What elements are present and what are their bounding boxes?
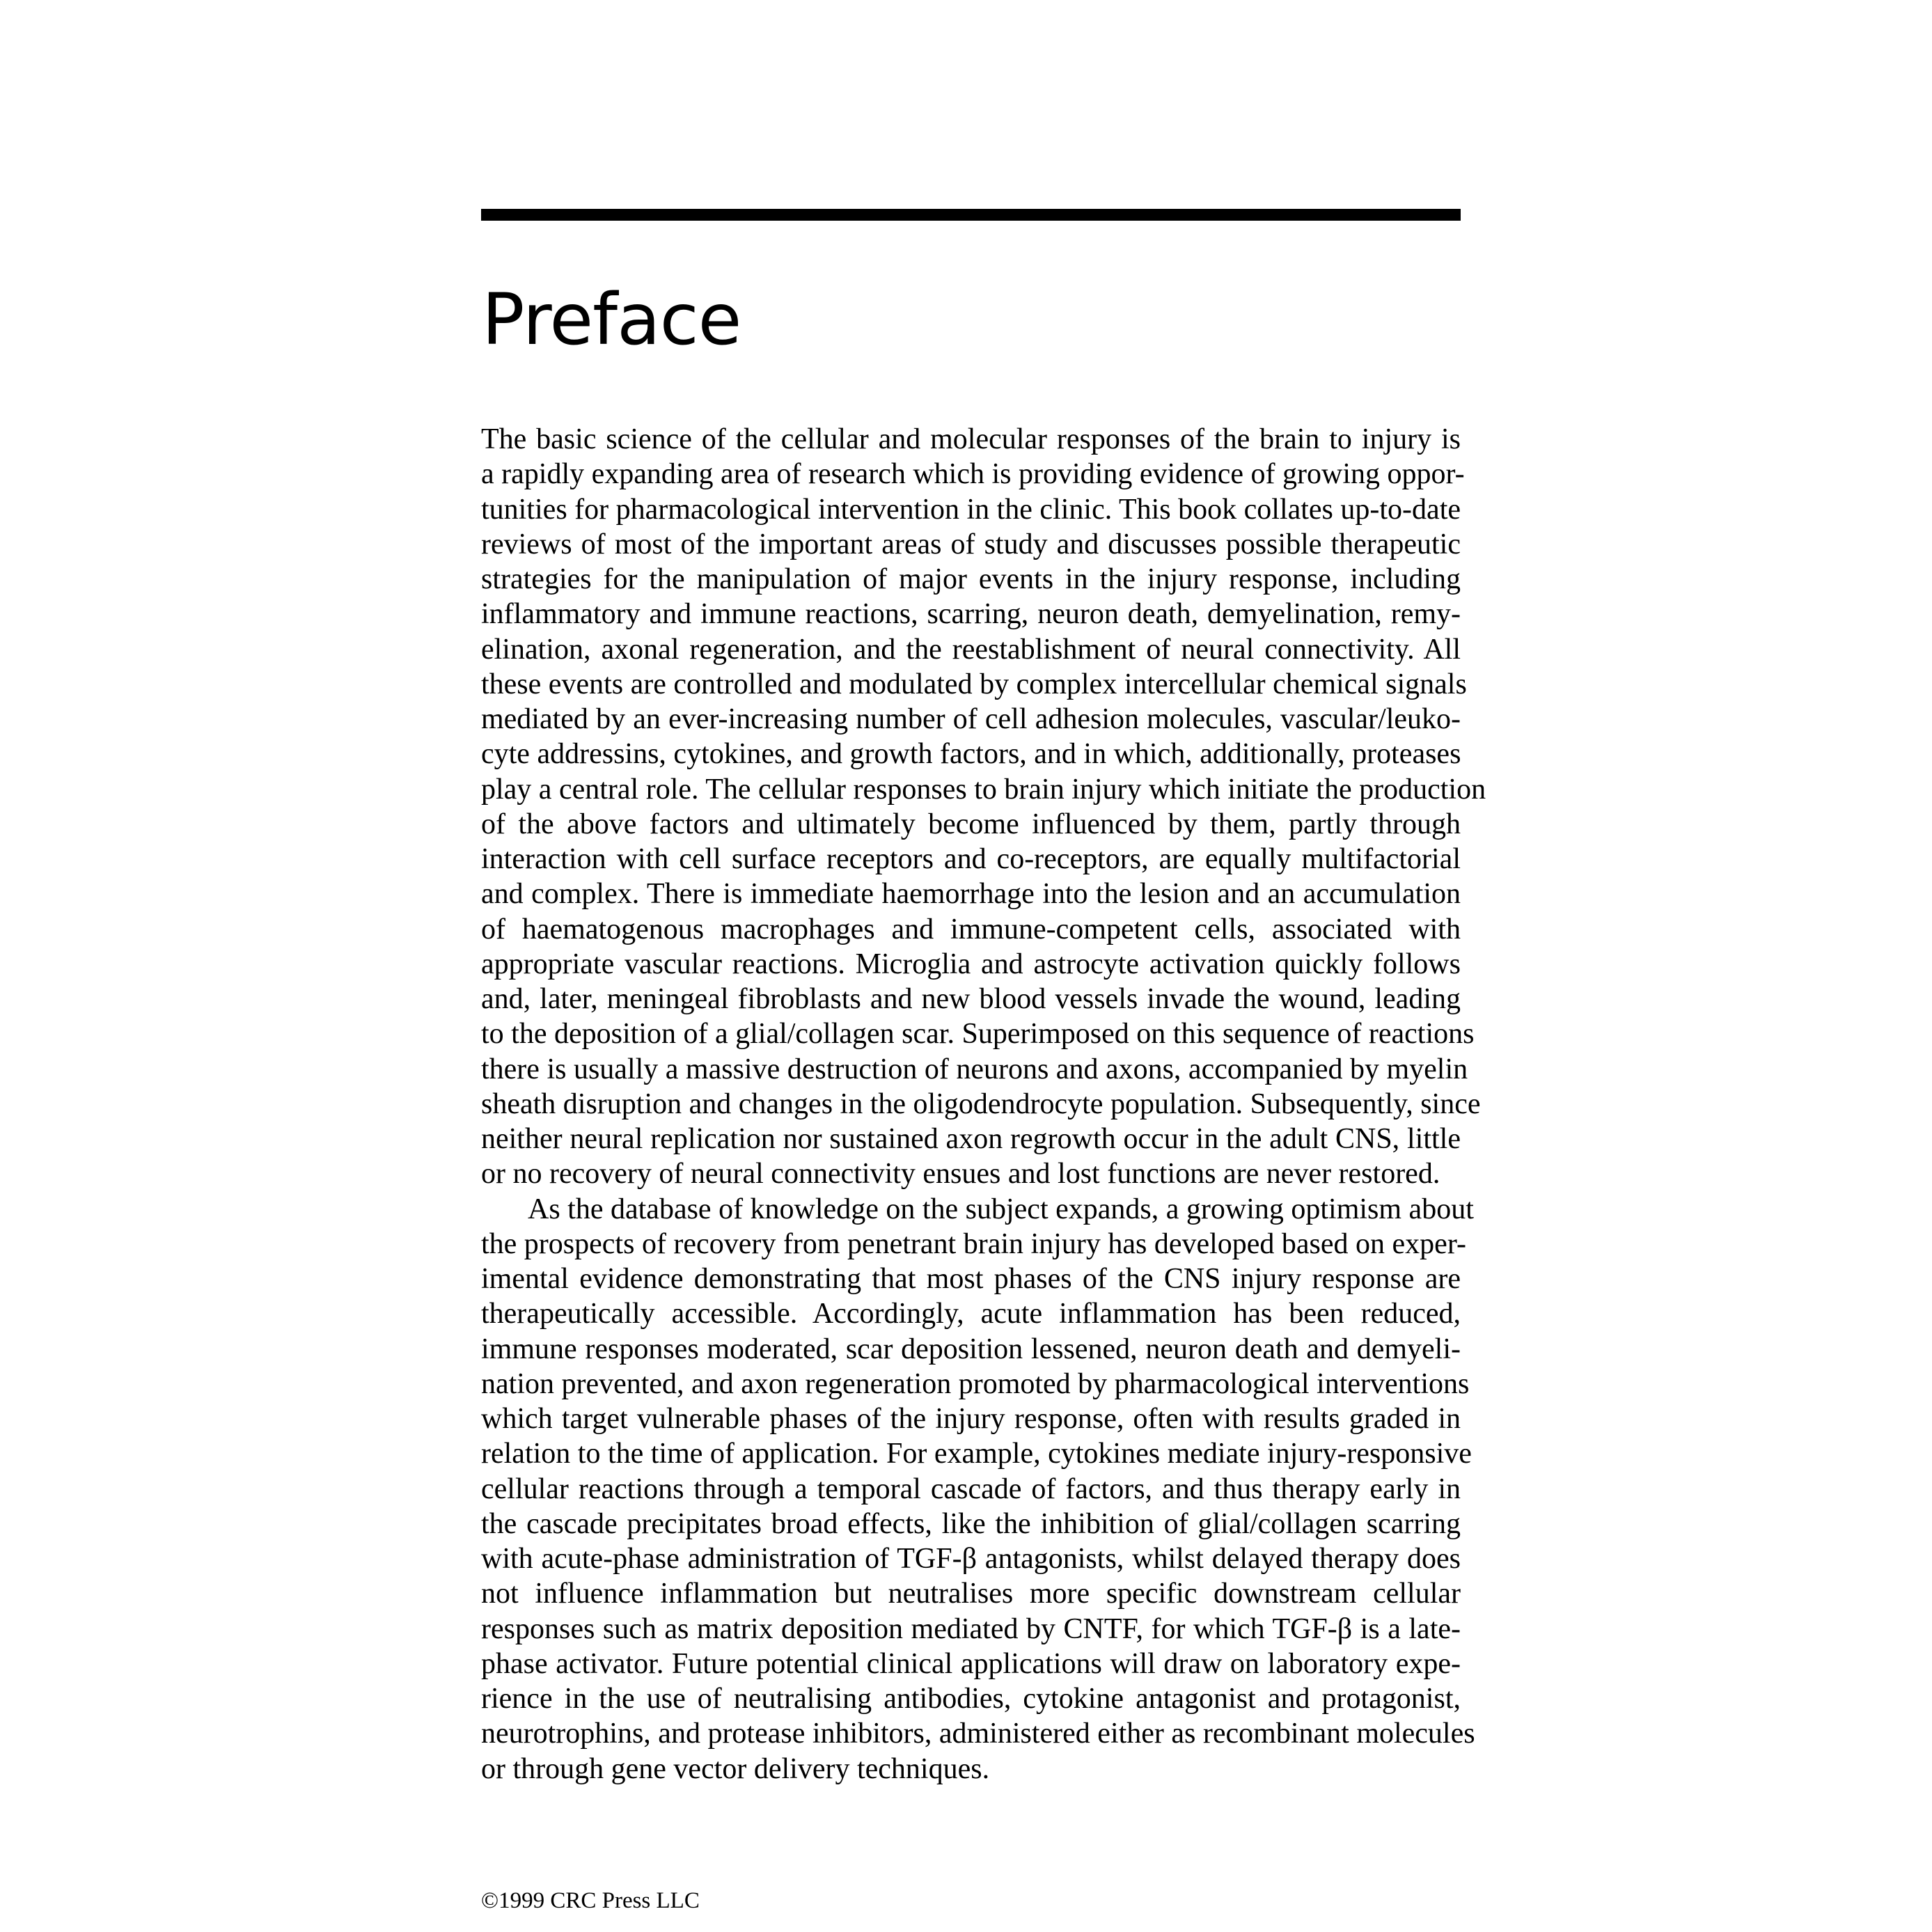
text-line: there is usually a massive destruction of neurons and axons, accompanied by myelin [481, 1053, 1468, 1085]
text-line: cellular reactions through a temporal cascade of factors, and thus therapy early in [481, 1472, 1461, 1505]
text-line: and, later, meningeal fibroblasts and new blood vessels invade the wound, leading [481, 983, 1461, 1015]
text-line: responses such as matrix deposition mediated by CNTF, for which TGF-β is a late- [481, 1612, 1461, 1645]
text-line: or no recovery of neural connectivity ensues and lost functions are never restored. [481, 1158, 1440, 1191]
text-line: to the deposition of a glial/collagen scar. Superimposed on this sequence of reactions [481, 1018, 1475, 1051]
text-line: imental evidence demonstrating that most phases of the CNS injury response are [481, 1263, 1461, 1295]
paragraph-1 [481, 422, 1486, 1192]
text-line: appropriate vascular reactions. Microglia and astrocyte activation quickly follows [481, 948, 1461, 980]
text-line: sheath disruption and changes in the oligodendrocyte population. Subsequently, since [481, 1087, 1481, 1120]
preface-body [481, 422, 1486, 1786]
text-line: these events are controlled and modulated by complex intercellular chemical signals [481, 668, 1467, 700]
text-line: phase activator. Future potential clinical applications will draw on laboratory expe- [481, 1647, 1461, 1680]
text-line: of the above factors and ultimately become influenced by them, partly through [481, 808, 1461, 840]
chapter-title: Preface [482, 278, 741, 361]
text-line: with acute-phase administration of TGF-β antagonists, whilst delayed therapy does [481, 1543, 1461, 1575]
text-line: strategies for the manipulation of major events in the injury response, including [481, 563, 1461, 595]
text-line: immune responses moderated, scar deposition lessened, neuron death and demyeli- [481, 1333, 1461, 1365]
chapter-top-rule [481, 209, 1461, 221]
text-line: neither neural replication nor sustained axon regrowth occur in the adult CNS, little [481, 1123, 1461, 1155]
text-line: neurotrophins, and protease inhibitors, administered either as recombinant molecules [481, 1718, 1475, 1750]
text-line: nation prevented, and axon regeneration promoted by pharmacological interventions [481, 1367, 1470, 1400]
copyright-footer: ©1999 CRC Press LLC [481, 1888, 700, 1913]
text-line: elination, axonal regeneration, and the reestablishment of neural connectivity. All [481, 633, 1461, 666]
text-line: the prospects of recovery from penetrant brain injury has developed based on exper- [481, 1227, 1466, 1260]
text-line: a rapidly expanding area of research which is providing evidence of growing oppor- [481, 458, 1465, 491]
text-line: not influence inflammation but neutralises more specific downstream cellular [481, 1578, 1461, 1610]
text-line: the cascade precipitates broad effects, like the inhibition of glial/collagen scarring [481, 1507, 1461, 1540]
text-line: The basic science of the cellular and molecular responses of the brain to injury is [481, 423, 1461, 455]
text-line: mediated by an ever-increasing number of cell adhesion molecules, vascular/leuko- [481, 703, 1461, 735]
text-line: which target vulnerable phases of the injury response, often with results graded in [481, 1403, 1461, 1435]
text-line: inflammatory and immune reactions, scarring, neuron death, demyelination, remy- [481, 598, 1461, 631]
text-line: of haematogenous macrophages and immune-competent cells, associated with [481, 913, 1461, 945]
text-line: As the database of knowledge on the subject expands, a growing optimism about [528, 1193, 1474, 1225]
text-line: or through gene vector delivery techniques. [481, 1752, 990, 1785]
paragraph-2 [481, 1192, 1475, 1786]
text-line: cyte addressins, cytokines, and growth factors, and in which, additionally, proteases [481, 738, 1461, 771]
text-line: rience in the use of neutralising antibodies, cytokine antagonist and protagonist, [481, 1683, 1461, 1715]
text-line: relation to the time of application. For example, cytokines mediate injury-responsive [481, 1438, 1472, 1470]
text-line: play a central role. The cellular responses to brain injury which initiate the production [481, 773, 1486, 806]
text-line: interaction with cell surface receptors and co-receptors, are equally multifactorial [481, 843, 1461, 875]
text-line: tunities for pharmacological intervention in the clinic. This book collates up-to-date [481, 493, 1461, 526]
text-line: and complex. There is immediate haemorrhage into the lesion and an accumulation [481, 878, 1461, 911]
text-line: therapeutically accessible. Accordingly, acute inflammation has been reduced, [481, 1298, 1461, 1330]
text-line: reviews of most of the important areas of study and discusses possible therapeutic [481, 528, 1461, 560]
